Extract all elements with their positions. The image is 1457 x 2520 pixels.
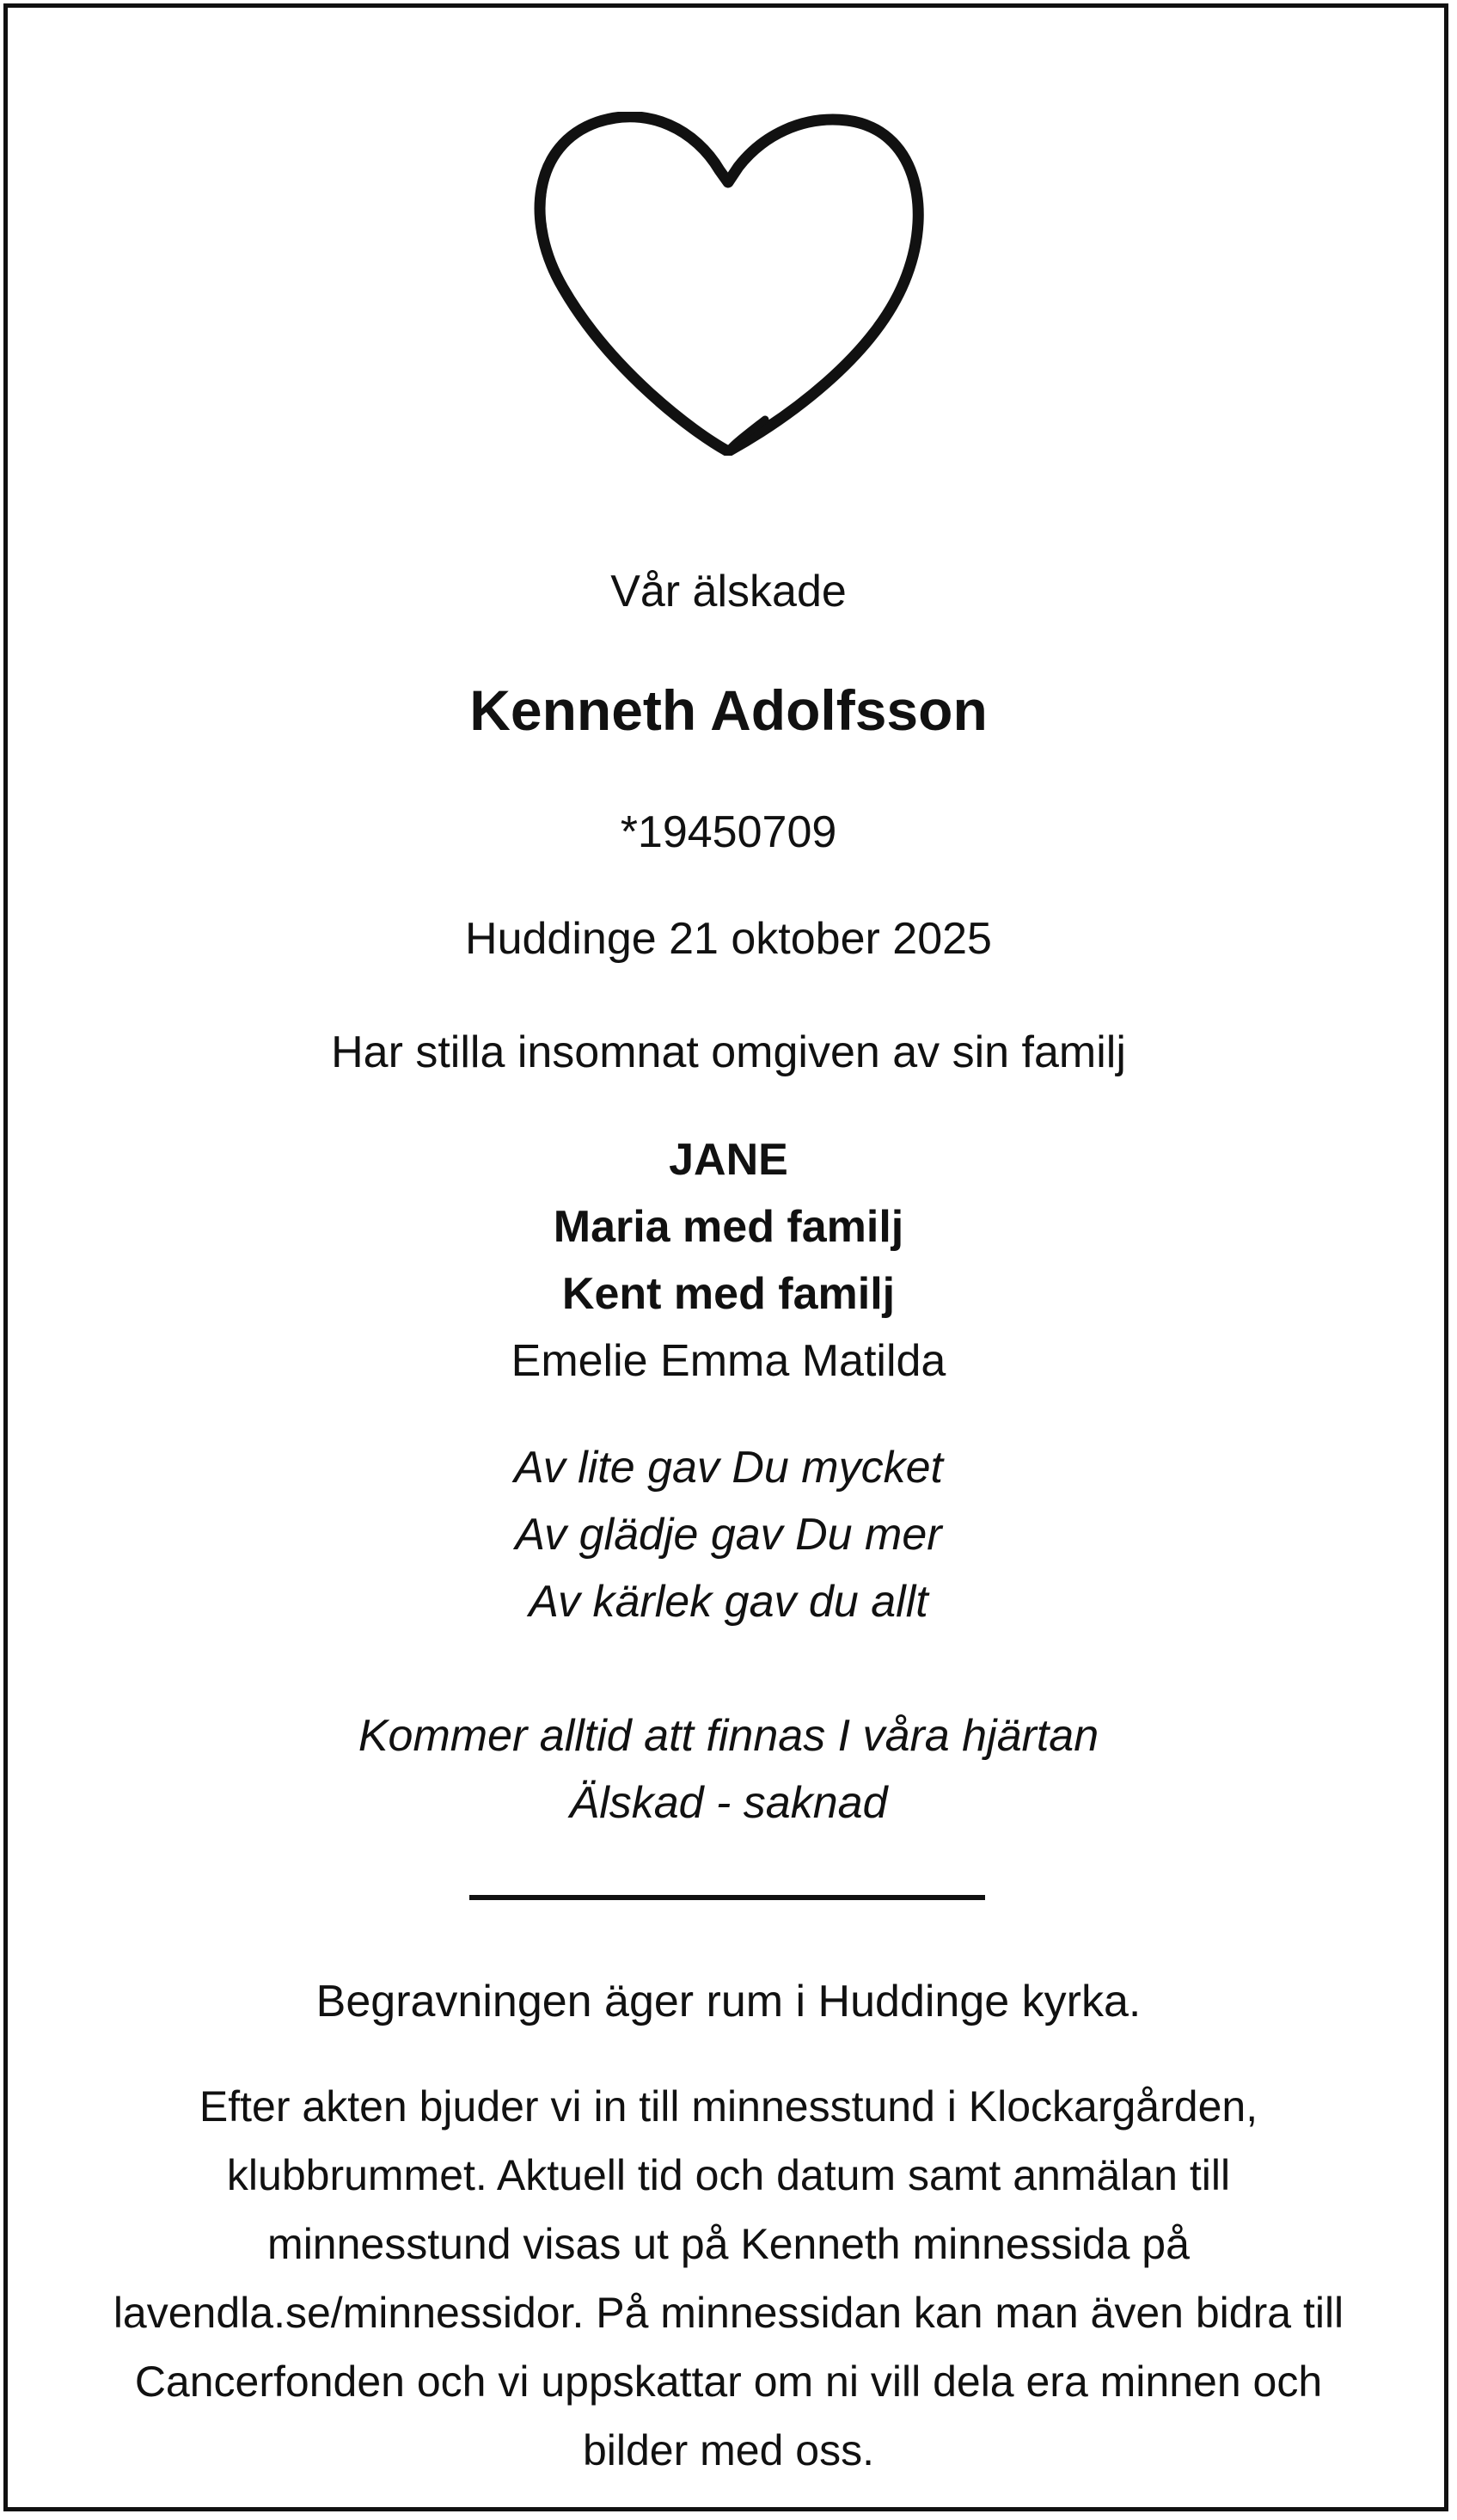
family-member: JANE [669,1135,788,1185]
death-place-date: Huddinge 21 oktober 2025 [465,914,992,964]
birth-date: *19450709 [620,807,837,857]
verse-line: Av kärlek gav du allt [529,1577,928,1627]
tribute-line: Kommer alltid att finnas I våra hjärtan [358,1711,1099,1761]
intro-text: Vår älskade [610,567,847,616]
verse-line: Av glädje gav Du mer [515,1510,942,1560]
deceased-name: Kenneth Adolfsson [469,678,988,742]
passed-away-text: Har stilla insomnat omgiven av sin familj [331,1027,1126,1077]
memorial-info [0,2072,1457,2485]
family-member: Emelie Emma Matilda [511,1336,946,1386]
verse-line: Av lite gav Du mycket [513,1443,943,1493]
family-member: Kent med familj [561,1269,896,1319]
verse [0,1434,1457,1635]
memorial-info-line: Efter akten bjuder vi in till minnesstund i Klockargården, [199,2082,1258,2131]
divider-line [469,1895,985,1900]
funeral-info: Begravningen äger rum i Huddinge kyrka. [315,1977,1142,2026]
family-list [0,1126,1457,1395]
memorial-info-line: klubbrummet. Aktuell tid och datum samt anmälan till [226,2151,1231,2199]
tribute-line: Älskad - saknad [569,1778,888,1828]
memorial-info-line: minnesstund visas ut på Kenneth minnessida på [267,2220,1190,2268]
tribute [0,1702,1457,1836]
family-member: Maria med familj [553,1202,904,1252]
heart-icon [529,112,928,456]
memorial-info-line: bilder med oss. [582,2426,875,2474]
memorial-info-line: Cancerfonden och vi uppskattar om ni vill dela era minnen och [134,2358,1323,2406]
memorial-info-line: lavendla.se/minnessidor. På minnessidan kan man även bidra till [113,2289,1344,2337]
